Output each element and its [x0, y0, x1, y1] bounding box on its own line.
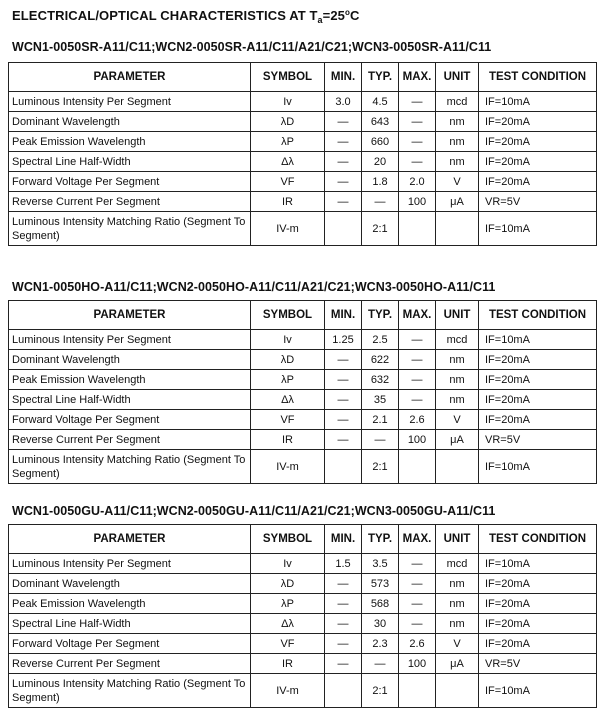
section-title: WCN1-0050HO-A11/C11;WCN2-0050HO-A11/C11/A21/C21;WCN3-0050HO-A11/C11	[12, 280, 496, 294]
cell-unit	[436, 450, 479, 484]
section-title: WCN1-0050SR-A11/C11;WCN2-0050SR-A11/C11/A21/C21;WCN3-0050SR-A11/C11	[12, 40, 492, 54]
column-header-test-condition: TEST CONDITION	[479, 525, 597, 554]
cell-unit: nm	[436, 594, 479, 614]
cell-parameter: Forward Voltage Per Segment	[9, 634, 251, 654]
cell-min: —	[325, 350, 362, 370]
cell-test-condition: IF=20mA	[479, 574, 597, 594]
cell-symbol: VF	[251, 634, 325, 654]
cell-max: —	[399, 330, 436, 350]
cell-typ: 660	[362, 132, 399, 152]
cell-max: 2.6	[399, 410, 436, 430]
cell-unit: V	[436, 634, 479, 654]
cell-min: —	[325, 132, 362, 152]
cell-test-condition: IF=10mA	[479, 212, 597, 246]
cell-min: 1.5	[325, 554, 362, 574]
cell-parameter: Spectral Line Half-Width	[9, 390, 251, 410]
cell-parameter: Luminous Intensity Matching Ratio (Segment To Segment)	[9, 674, 251, 708]
cell-min: —	[325, 172, 362, 192]
table-row	[9, 430, 597, 450]
column-header-typ: TYP.	[362, 301, 399, 330]
cell-max: —	[399, 554, 436, 574]
cell-min: —	[325, 574, 362, 594]
cell-typ: 2.1	[362, 410, 399, 430]
cell-test-condition: IF=20mA	[479, 594, 597, 614]
cell-unit: V	[436, 410, 479, 430]
cell-typ: 2:1	[362, 674, 399, 708]
cell-min	[325, 450, 362, 484]
spec-table	[8, 524, 597, 708]
cell-test-condition: IF=20mA	[479, 172, 597, 192]
table-row	[9, 330, 597, 350]
cell-max	[399, 674, 436, 708]
cell-parameter: Reverse Current Per Segment	[9, 430, 251, 450]
cell-symbol: λD	[251, 112, 325, 132]
cell-parameter: Luminous Intensity Per Segment	[9, 554, 251, 574]
cell-min: —	[325, 370, 362, 390]
cell-test-condition: VR=5V	[479, 192, 597, 212]
column-header-min: MIN.	[325, 525, 362, 554]
cell-parameter: Luminous Intensity Matching Ratio (Segment To Segment)	[9, 212, 251, 246]
cell-typ: —	[362, 430, 399, 450]
cell-unit: nm	[436, 574, 479, 594]
column-header-parameter: PARAMETER	[9, 525, 251, 554]
cell-symbol: λD	[251, 574, 325, 594]
table-row	[9, 674, 597, 708]
cell-unit: mcd	[436, 554, 479, 574]
page-title	[12, 8, 360, 25]
cell-max: —	[399, 594, 436, 614]
cell-parameter: Peak Emission Wavelength	[9, 132, 251, 152]
cell-test-condition: IF=20mA	[479, 634, 597, 654]
cell-typ: 35	[362, 390, 399, 410]
cell-typ: 20	[362, 152, 399, 172]
cell-min: —	[325, 152, 362, 172]
section-title: WCN1-0050GU-A11/C11;WCN2-0050GU-A11/C11/A21/C21;WCN3-0050GU-A11/C11	[12, 504, 496, 518]
cell-symbol: IR	[251, 192, 325, 212]
cell-test-condition: IF=20mA	[479, 112, 597, 132]
cell-parameter: Dominant Wavelength	[9, 574, 251, 594]
column-header-symbol: SYMBOL	[251, 63, 325, 92]
page-title-mid: =25	[322, 8, 346, 23]
cell-test-condition: IF=20mA	[479, 390, 597, 410]
table-row	[9, 350, 597, 370]
cell-max: 100	[399, 192, 436, 212]
cell-min: 1.25	[325, 330, 362, 350]
cell-parameter: Luminous Intensity Per Segment	[9, 330, 251, 350]
spec-table	[8, 300, 597, 484]
cell-symbol: Δλ	[251, 390, 325, 410]
cell-max: 2.6	[399, 634, 436, 654]
cell-unit	[436, 212, 479, 246]
cell-typ: 3.5	[362, 554, 399, 574]
column-header-max: MAX.	[399, 63, 436, 92]
cell-min: —	[325, 390, 362, 410]
cell-test-condition: VR=5V	[479, 430, 597, 450]
cell-typ: 643	[362, 112, 399, 132]
cell-max: —	[399, 370, 436, 390]
cell-parameter: Reverse Current Per Segment	[9, 654, 251, 674]
cell-unit: nm	[436, 390, 479, 410]
cell-unit: mcd	[436, 330, 479, 350]
cell-test-condition: IF=10mA	[479, 674, 597, 708]
table-row	[9, 212, 597, 246]
column-header-min: MIN.	[325, 301, 362, 330]
cell-symbol: Iv	[251, 330, 325, 350]
column-header-test-condition: TEST CONDITION	[479, 301, 597, 330]
cell-max: —	[399, 390, 436, 410]
table-row	[9, 634, 597, 654]
cell-unit: μA	[436, 192, 479, 212]
cell-unit: mcd	[436, 92, 479, 112]
cell-min: —	[325, 410, 362, 430]
cell-unit: nm	[436, 350, 479, 370]
table-row	[9, 614, 597, 634]
table-row	[9, 112, 597, 132]
column-header-typ: TYP.	[362, 525, 399, 554]
cell-typ: 573	[362, 574, 399, 594]
column-header-symbol: SYMBOL	[251, 301, 325, 330]
cell-symbol: VF	[251, 410, 325, 430]
cell-symbol: IV-m	[251, 212, 325, 246]
cell-unit	[436, 674, 479, 708]
cell-max	[399, 450, 436, 484]
cell-min: 3.0	[325, 92, 362, 112]
cell-max: —	[399, 132, 436, 152]
cell-unit: μA	[436, 430, 479, 450]
cell-parameter: Forward Voltage Per Segment	[9, 410, 251, 430]
cell-typ: 632	[362, 370, 399, 390]
cell-typ: 2:1	[362, 450, 399, 484]
cell-max: —	[399, 92, 436, 112]
table-row	[9, 370, 597, 390]
cell-max	[399, 212, 436, 246]
cell-test-condition: IF=10mA	[479, 92, 597, 112]
cell-max: —	[399, 614, 436, 634]
cell-min: —	[325, 430, 362, 450]
cell-max: 2.0	[399, 172, 436, 192]
cell-symbol: IR	[251, 430, 325, 450]
column-header-unit: UNIT	[436, 63, 479, 92]
cell-max: —	[399, 350, 436, 370]
table-row	[9, 450, 597, 484]
cell-typ: 2.5	[362, 330, 399, 350]
page-title-subscript: a	[317, 15, 323, 25]
cell-max: —	[399, 574, 436, 594]
table-header-row	[9, 301, 597, 330]
cell-unit: nm	[436, 152, 479, 172]
cell-test-condition: VR=5V	[479, 654, 597, 674]
cell-min	[325, 212, 362, 246]
cell-min: —	[325, 634, 362, 654]
cell-test-condition: IF=20mA	[479, 132, 597, 152]
cell-max: 100	[399, 654, 436, 674]
cell-symbol: VF	[251, 172, 325, 192]
cell-parameter: Luminous Intensity Matching Ratio (Segment To Segment)	[9, 450, 251, 484]
column-header-test-condition: TEST CONDITION	[479, 63, 597, 92]
cell-max: 100	[399, 430, 436, 450]
cell-typ: 2:1	[362, 212, 399, 246]
cell-typ: 568	[362, 594, 399, 614]
page-title-degree: o	[345, 8, 351, 17]
cell-min	[325, 674, 362, 708]
cell-parameter: Peak Emission Wavelength	[9, 594, 251, 614]
cell-parameter: Forward Voltage Per Segment	[9, 172, 251, 192]
cell-min: —	[325, 112, 362, 132]
cell-max: —	[399, 112, 436, 132]
cell-symbol: λD	[251, 350, 325, 370]
cell-typ: —	[362, 192, 399, 212]
column-header-parameter: PARAMETER	[9, 301, 251, 330]
column-header-max: MAX.	[399, 301, 436, 330]
cell-typ: 30	[362, 614, 399, 634]
cell-typ: —	[362, 654, 399, 674]
cell-parameter: Spectral Line Half-Width	[9, 152, 251, 172]
cell-unit: nm	[436, 112, 479, 132]
cell-unit: μA	[436, 654, 479, 674]
cell-test-condition: IF=20mA	[479, 410, 597, 430]
cell-symbol: Iv	[251, 554, 325, 574]
cell-test-condition: IF=20mA	[479, 152, 597, 172]
cell-test-condition: IF=20mA	[479, 370, 597, 390]
table-row	[9, 594, 597, 614]
table-header-row	[9, 63, 597, 92]
column-header-unit: UNIT	[436, 301, 479, 330]
cell-symbol: IR	[251, 654, 325, 674]
cell-test-condition: IF=20mA	[479, 350, 597, 370]
cell-symbol: λP	[251, 594, 325, 614]
cell-symbol: Δλ	[251, 614, 325, 634]
table-row	[9, 152, 597, 172]
table-row	[9, 192, 597, 212]
cell-unit: V	[436, 172, 479, 192]
table-row	[9, 654, 597, 674]
cell-test-condition: IF=10mA	[479, 450, 597, 484]
cell-min: —	[325, 594, 362, 614]
table-row	[9, 554, 597, 574]
table-row	[9, 132, 597, 152]
cell-typ: 1.8	[362, 172, 399, 192]
column-header-typ: TYP.	[362, 63, 399, 92]
cell-symbol: Δλ	[251, 152, 325, 172]
cell-parameter: Peak Emission Wavelength	[9, 370, 251, 390]
cell-unit: nm	[436, 614, 479, 634]
spec-table	[8, 62, 597, 246]
table-row	[9, 172, 597, 192]
column-header-unit: UNIT	[436, 525, 479, 554]
cell-parameter: Dominant Wavelength	[9, 350, 251, 370]
cell-parameter: Luminous Intensity Per Segment	[9, 92, 251, 112]
column-header-min: MIN.	[325, 63, 362, 92]
cell-symbol: λP	[251, 132, 325, 152]
cell-unit: nm	[436, 370, 479, 390]
cell-symbol: IV-m	[251, 674, 325, 708]
cell-min: —	[325, 192, 362, 212]
table-header-row	[9, 525, 597, 554]
cell-symbol: λP	[251, 370, 325, 390]
table-row	[9, 92, 597, 112]
cell-typ: 622	[362, 350, 399, 370]
cell-unit: nm	[436, 132, 479, 152]
cell-max: —	[399, 152, 436, 172]
cell-symbol: IV-m	[251, 450, 325, 484]
cell-min: —	[325, 654, 362, 674]
table-row	[9, 390, 597, 410]
cell-parameter: Dominant Wavelength	[9, 112, 251, 132]
cell-test-condition: IF=10mA	[479, 554, 597, 574]
page-title-prefix: ELECTRICAL/OPTICAL CHARACTERISTICS AT T	[12, 8, 318, 23]
column-header-max: MAX.	[399, 525, 436, 554]
cell-parameter: Reverse Current Per Segment	[9, 192, 251, 212]
cell-symbol: Iv	[251, 92, 325, 112]
cell-typ: 2.3	[362, 634, 399, 654]
column-header-parameter: PARAMETER	[9, 63, 251, 92]
page-title-suffix: C	[350, 8, 360, 23]
cell-test-condition: IF=20mA	[479, 614, 597, 634]
cell-test-condition: IF=10mA	[479, 330, 597, 350]
cell-parameter: Spectral Line Half-Width	[9, 614, 251, 634]
column-header-symbol: SYMBOL	[251, 525, 325, 554]
table-row	[9, 410, 597, 430]
table-row	[9, 574, 597, 594]
cell-typ: 4.5	[362, 92, 399, 112]
cell-min: —	[325, 614, 362, 634]
